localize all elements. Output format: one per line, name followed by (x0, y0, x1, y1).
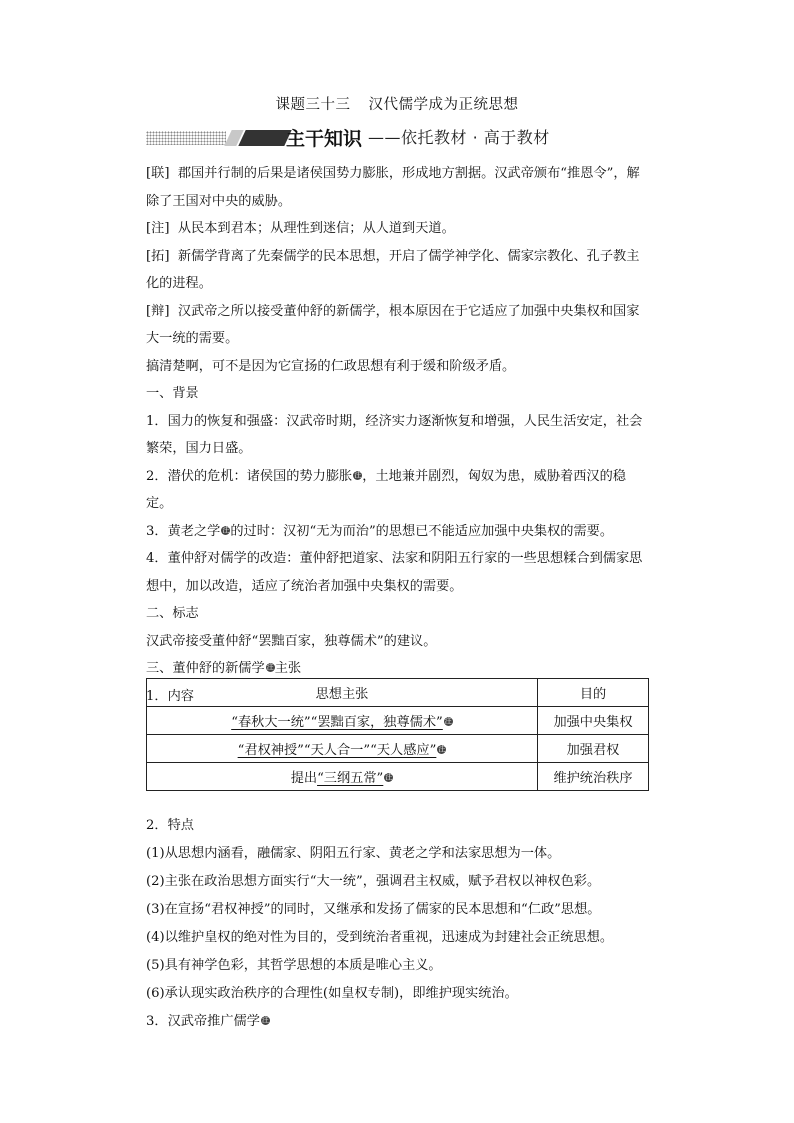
section2-text: 汉武帝接受董仲舒“罢黜百家，独尊儒术”的建议。 (146, 633, 437, 649)
annotation-mark-icon: 注 (385, 773, 393, 781)
item-label: 董仲舒对儒学的改造 (167, 551, 287, 566)
heading-text: 主张 (274, 661, 302, 676)
annotation-mark-icon: 注 (222, 525, 230, 534)
note-text: 郡国并行制的后果是诸侯国势力膨胀，形成地方割据。汉武帝颁布“推恩令”，解除了王国对中央的威胁。 (146, 166, 640, 209)
idea-text: “君权神授”“天人合一”“天人感应” (237, 743, 437, 758)
page-title (0, 93, 794, 114)
note-tuo (146, 243, 648, 298)
heading-text: 三、董仲舒的新儒学 (146, 661, 265, 676)
table-cell (147, 763, 538, 791)
item-label: 潜伏的危机 (167, 468, 234, 484)
table-row (147, 707, 649, 735)
item-text: ：汉武帝时期，经济实力逐渐恢复和增强，人民生活安定，社会繁荣，国力日盛。 (146, 413, 643, 456)
note-text: 汉武帝之所以接受董仲舒的新儒学，根本原因在于它适应了加强中央集权和国家大一统的需要。 (146, 303, 640, 346)
section1-item-4 (146, 545, 648, 600)
item-text: ，土地兼并剧烈，匈奴为患，威胁着西汉的稳定。 (146, 468, 626, 511)
item-number: 2． (146, 468, 168, 484)
feature-item: (5)具有神学色彩，其哲学思想的本质是唯心主义。 (146, 958, 442, 973)
annotation-mark-icon: 注 (444, 717, 452, 725)
item-number: 1． (146, 413, 168, 429)
note-text: 新儒学背离了先秦儒学的民本思想，开启了儒学神学化、儒家宗教化、孔子教主化的进程。 (146, 248, 640, 291)
table-cell: 维护统治秩序 (538, 763, 649, 791)
item-text: 的过时：汉初“无为而治”的思想已不能适应加强中央集权的需要。 (230, 523, 614, 539)
note-tag: [辩] (146, 303, 170, 319)
feature-item: (4)以维护皇权的绝对性为目的，受到统治者重视，迅速成为封建社会正统思想。 (146, 930, 614, 945)
feature-item: (1)从思想内涵看，融儒家、阴阳五行家、黄老之学和法家思想为一体。 (146, 846, 561, 861)
section-banner (146, 124, 646, 150)
feature-item: (6)承认现实政治秩序的合理性(如皇权专制)，即维护现实统治。 (146, 986, 518, 1001)
table-cell (147, 707, 538, 735)
item-label: 黄老之学 (167, 523, 221, 539)
banner-sub-label: ——依托教材 · 高于教材 (368, 128, 550, 147)
section3-sub3 (146, 1008, 648, 1036)
annotation-mark-icon: 注 (354, 470, 362, 479)
note-text: 从民本到君本；从理性到迷信；从人道到天道。 (177, 221, 455, 236)
idea-text: “春秋大一统”“罢黜百家，独尊儒术” (231, 715, 443, 730)
item-number: 3． (146, 523, 168, 539)
table-header-cell: 思想主张 (147, 679, 538, 707)
section1-heading: 一、背景 (146, 386, 199, 401)
note-zhu (146, 215, 648, 243)
lesson-number: 课题三十三 (275, 97, 351, 113)
features-section (146, 812, 648, 1036)
banner-bar-decoration (238, 130, 291, 146)
ideas-table (146, 678, 649, 791)
section2-heading: 二、标志 (146, 606, 199, 621)
item-text: ：诸侯国的势力膨胀 (233, 468, 353, 484)
section1-item-1 (146, 408, 648, 463)
banner-main-label: 主干知识 (286, 128, 363, 150)
table-header-row (147, 679, 649, 707)
note-lian (146, 160, 648, 215)
annotation-mark-icon: 注 (438, 745, 446, 753)
sub-heading-text: 3．汉武帝推广儒学 (146, 1014, 260, 1029)
note-extra: 搞清楚啊，可不是因为它宣扬的仁政思想有利于缓和阶级矛盾。 (146, 358, 516, 374)
banner-dots-decoration (146, 131, 226, 145)
item-text: ：董仲舒把道家、法家和阴阳五行家的一些思想糅合到儒家思想中，加以改造，适应了统治者加强中央集权的需要。 (146, 551, 643, 594)
annotation-mark-icon: 注 (261, 1016, 269, 1024)
section1-item-2 (146, 463, 648, 518)
idea-text: “三纲五常” (317, 771, 384, 786)
section3-sub1: 1．内容 (146, 688, 194, 704)
item-number: 4． (146, 551, 168, 566)
table-cell (147, 735, 538, 763)
note-tag: [注] (146, 221, 170, 236)
item-label: 国力的恢复和强盛 (167, 413, 274, 429)
main-content (146, 160, 648, 710)
feature-item: (2)主张在政治思想方面实行“大一统”，强调君主权威，赋予君权以神权色彩。 (146, 874, 601, 889)
section3-sub2: 2．特点 (146, 818, 194, 833)
feature-item: (3)在宣扬“君权神授”的同时，又继承和发扬了儒家的民本思想和“仁政”思想。 (146, 902, 601, 917)
note-bian (146, 298, 648, 353)
table-cell: 加强中央集权 (538, 707, 649, 735)
lesson-topic: 汉代儒学成为正统思想 (368, 97, 519, 113)
annotation-mark-icon: 注 (266, 663, 274, 671)
table-row (147, 735, 649, 763)
note-tag: [联] (146, 166, 170, 181)
note-tag: [拓] (146, 248, 170, 264)
table-header-cell: 目的 (538, 679, 649, 707)
idea-prefix: 提出 (290, 771, 318, 786)
table-cell: 加强君权 (538, 735, 649, 763)
section1-item-3 (146, 518, 648, 546)
table-row (147, 763, 649, 791)
